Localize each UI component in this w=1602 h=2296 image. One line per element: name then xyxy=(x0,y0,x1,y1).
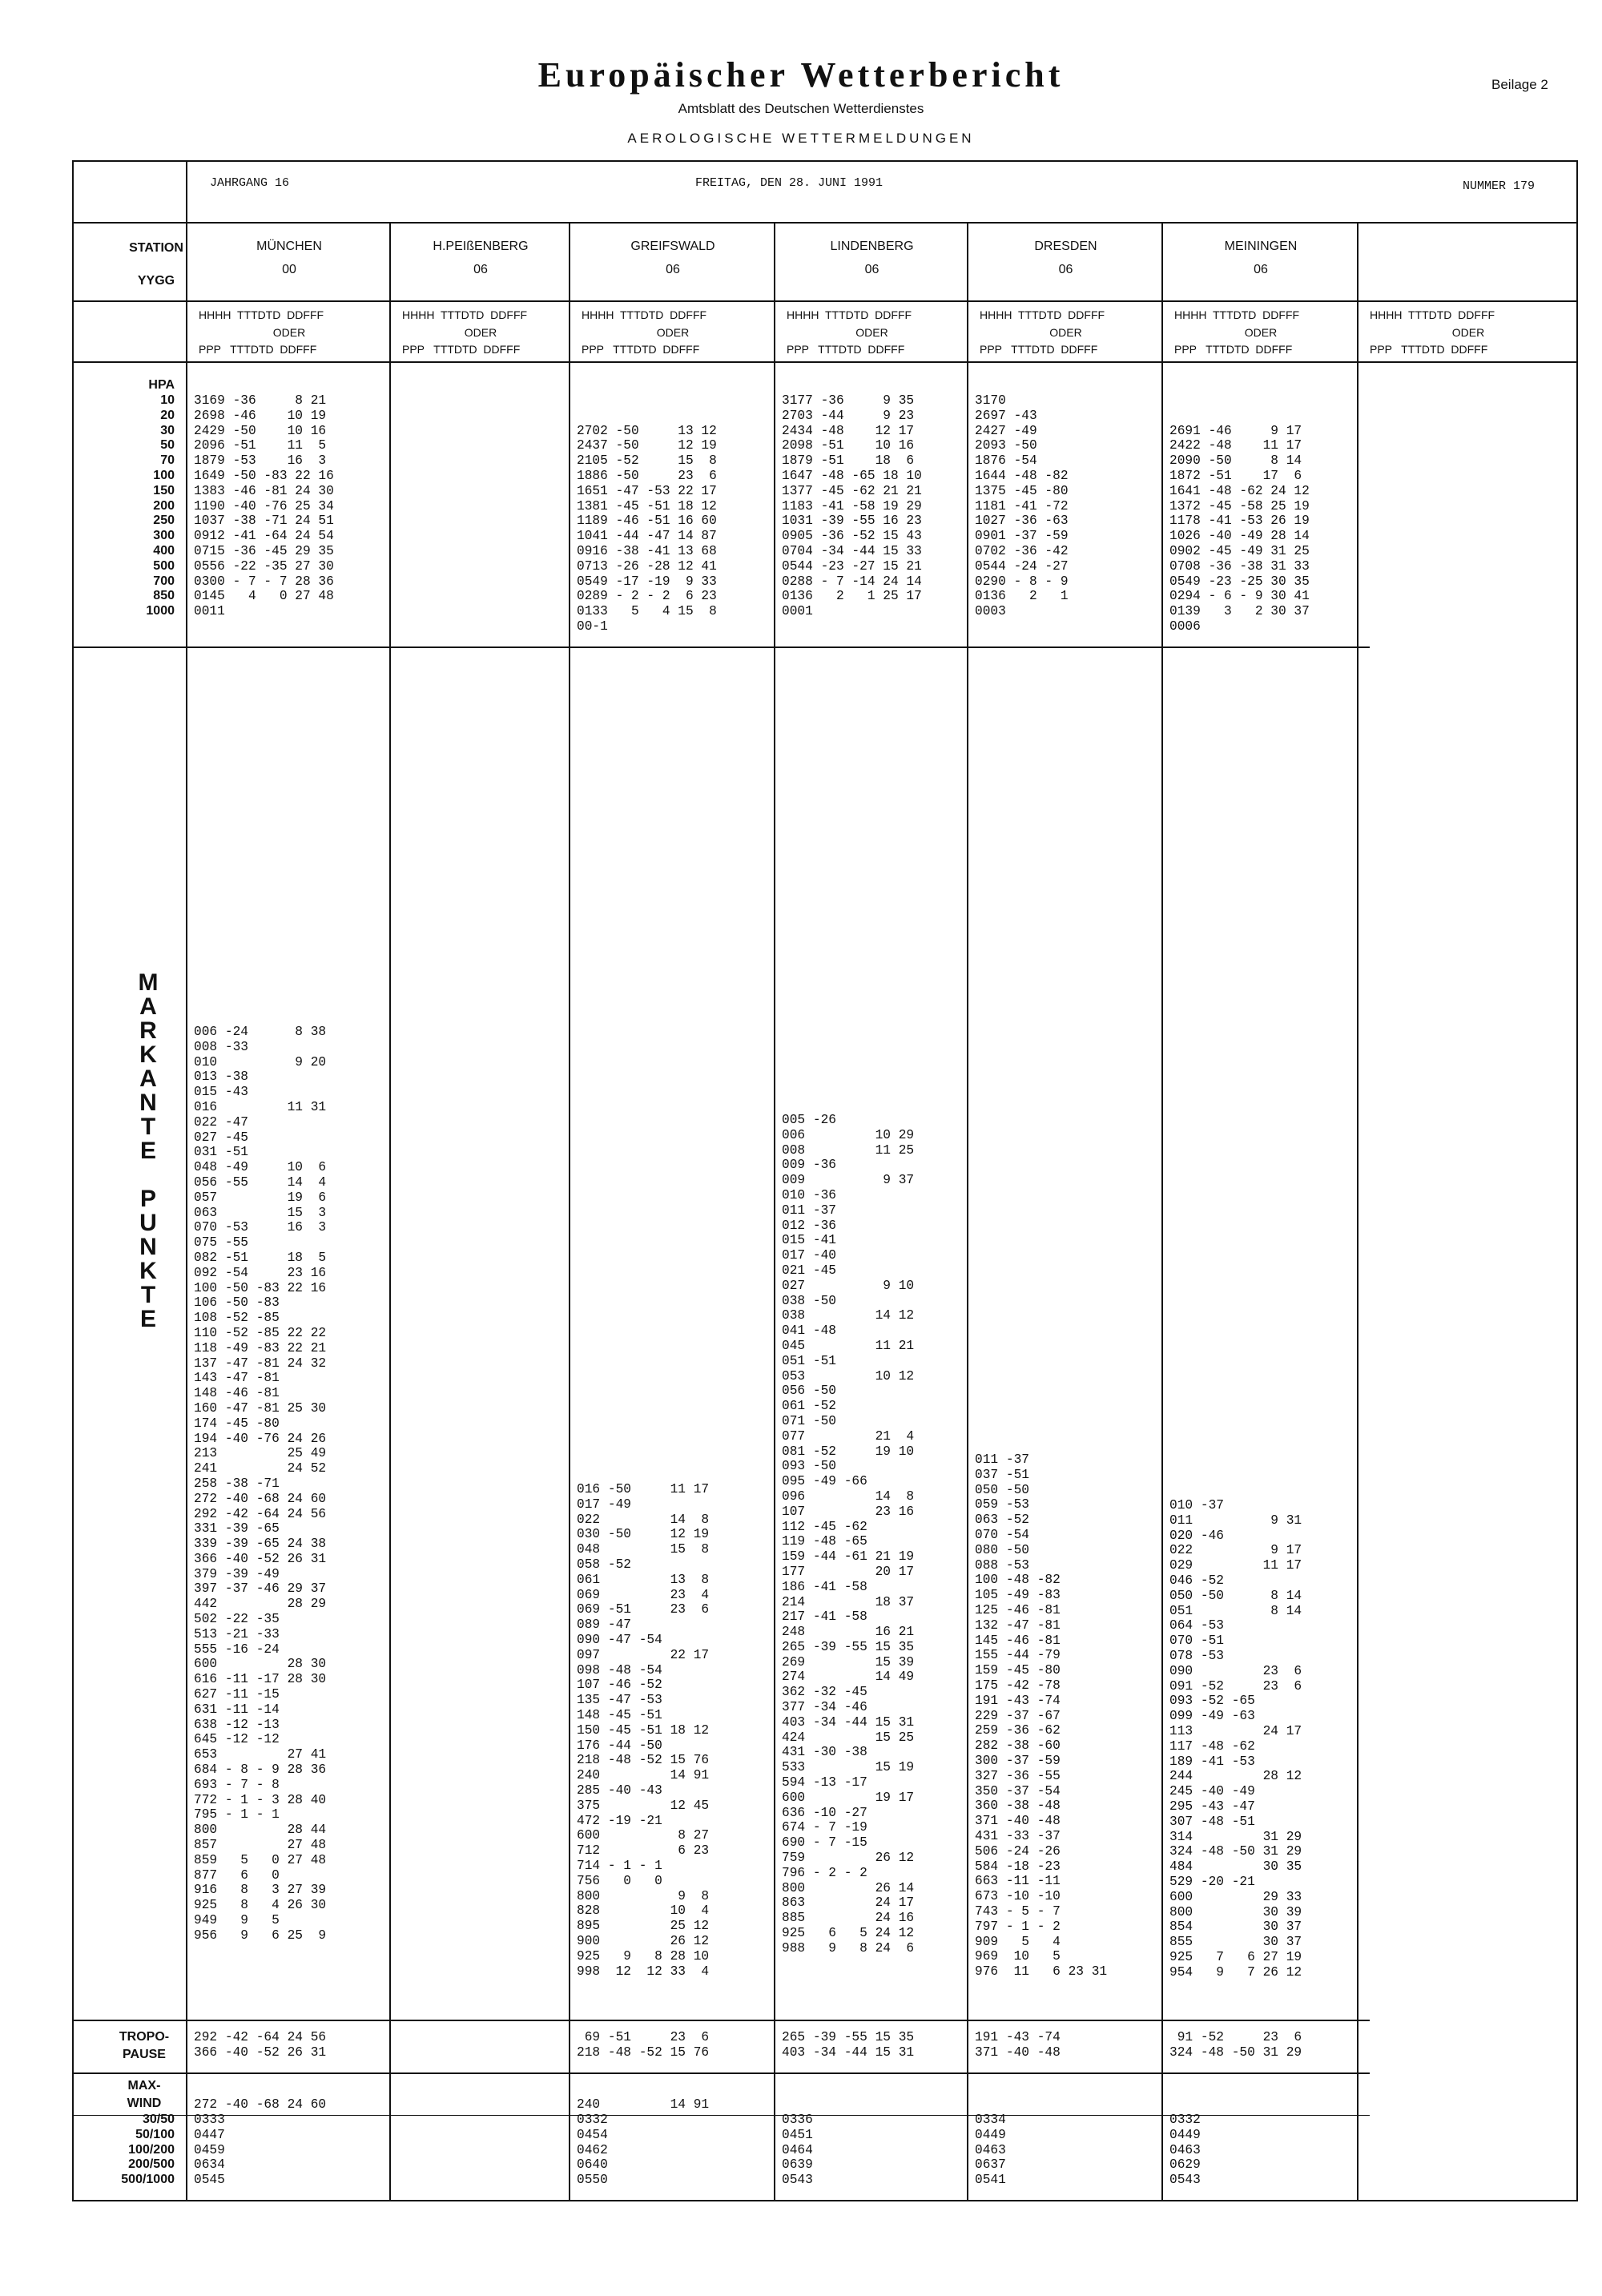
station-name: DRESDEN xyxy=(1034,240,1097,253)
pressure-level: 300 xyxy=(153,529,175,543)
pressure-level: 200 xyxy=(153,498,175,513)
supplement-label: Beilage 2 xyxy=(1491,77,1548,92)
row-divider-tropo xyxy=(72,2072,1370,2074)
standard-level-data: 3169 -36 8 21 2698 -46 10 19 2429 -50 10 16 2096 -51 11 5 1879 -53 16 3 1649 -50 -83 22 16 1383 -46 -81 24 30 1190 -40 -76 25 34 1037 -38 -71 24 51 0912 -41 -64 24 54 0715 -36 -45 29 35 0556 -22 -35 27 30 0300 - 7 - 7 28 36 0145 4 0 27 48 0011 xyxy=(194,393,334,619)
column-header-ppp: PPP TTTDTD DDFFF xyxy=(787,343,905,356)
markante-letter: M xyxy=(138,969,159,996)
station-time: 06 xyxy=(473,263,488,276)
tropopause-data: 91 -52 23 6 324 -48 -50 31 29 xyxy=(1169,2030,1302,2060)
row-divider-colhead xyxy=(72,361,1578,363)
markante-letter: A xyxy=(139,1065,157,1092)
column-header-ppp: PPP TTTDTD DDFFF xyxy=(199,343,317,356)
markante-letter: A xyxy=(139,993,157,1020)
markante-letter: U xyxy=(139,1210,157,1236)
station-time: 00 xyxy=(282,263,296,276)
layer-thickness-data: 0332 0454 0462 0640 0550 xyxy=(577,2113,608,2188)
layer-thickness-data: 0334 0449 0463 0637 0541 xyxy=(975,2113,1006,2188)
publication-subtitle: Amtsblatt des Deutschen Wetterdienstes xyxy=(678,101,924,116)
col-divider-4 xyxy=(967,222,968,2201)
column-header: HHHH TTTDTD DDFFF xyxy=(402,308,528,321)
markante-punkte-label xyxy=(120,971,176,1331)
column-header-ppp: PPP TTTDTD DDFFF xyxy=(1174,343,1293,356)
significant-points-data: 005 -26 006 10 29 008 11 25 009 -36 009 9 37 010 -36 011 -37 012 -36 015 -41 017 -40 021 -45 027 9 10 038 -50 038 14 12 041 -48 045 11 21 051 -51 053 10 12 056 -50 061 -52 071 -50 077 21 4 081 -52 19 10 093 -50 095 -49 -66 096 14 8 107 23 16 112 -45 -62 119 -48 -65 159 -44 -61 21 19 177 20 17 186 -41 -58 214 18 37 217 -41 -58 248 16 21 265 -39 -55 15 35 269 15 39 274 14 49 362 -32 -45 377 -34 -46 403 -34 -44 15 31 424 15 25 431 -30 -38 533 15 19 594 -13 -17 600 19 17 636 -10 -27 674 - 7 -19 690 - 7 -15 759 26 12 796 - 2 - 2 800 26 14 863 24 17 885 24 16 925 6 5 24 12 988 9 8 24 6 xyxy=(782,1113,915,1956)
station-time: 06 xyxy=(1058,263,1073,276)
pressure-level: 400 xyxy=(153,543,175,558)
layer-label: 50/100 xyxy=(135,2127,175,2141)
layer-thickness-data: 0332 0449 0463 0629 0543 xyxy=(1169,2113,1201,2188)
pressure-level: 20 xyxy=(160,408,175,422)
markante-letter: P xyxy=(139,1186,156,1212)
significant-points-data: 011 -37 037 -51 050 -50 059 -53 063 -52 070 -54 080 -50 088 -53 100 -48 -82 105 -49 -83 125 -46 -81 132 -47 -81 145 -46 -81 155 -44 -79 159 -45 -80 175 -42 -78 191 -43 -74 229 -37 -67 259 -36 -62 282 -38 -60 300 -37 -59 327 -36 -55 350 -37 -54 360 -38 -48 371 -40 -48 431 -33 -37 506 -24 -26 584 -18 -23 663 -11 -11 673 -10 -10 743 - 5 - 7 797 - 1 - 2 909 5 4 969 10 5 976 11 6 23 31 xyxy=(975,1452,1108,1980)
station-name: MEININGEN xyxy=(1224,240,1298,253)
pressure-level: 250 xyxy=(153,514,175,528)
column-header-oder: ODER xyxy=(464,326,497,339)
markante-letter: K xyxy=(139,1041,157,1068)
column-header-oder: ODER xyxy=(1244,326,1278,339)
column-header: HHHH TTTDTD DDFFF xyxy=(980,308,1105,321)
pressure-level: 150 xyxy=(153,483,175,497)
section-title: AEROLOGISCHE WETTERMELDUNGEN xyxy=(627,131,975,146)
pressure-level: 70 xyxy=(160,453,175,468)
markante-letter: K xyxy=(139,1258,157,1284)
markante-letter: E xyxy=(139,1306,156,1332)
column-header: HHHH TTTDTD DDFFF xyxy=(1174,308,1300,321)
station-label: STATION xyxy=(129,241,183,255)
tropopause-data: 69 -51 23 6 218 -48 -52 15 76 xyxy=(577,2030,710,2060)
layer-thickness-data: 0333 0447 0459 0634 0545 xyxy=(194,2113,225,2188)
pressure-level: 10 xyxy=(160,393,175,407)
col-divider-6 xyxy=(1357,222,1358,2201)
standard-level-data: 3177 -36 9 35 2703 -44 9 23 2434 -48 12 17 2098 -51 10 16 1879 -51 18 6 1647 -48 -65 18 10 1377 -45 -62 21 21 1183 -41 -58 19 29 1031 -39 -55 16 23 0905 -36 -52 15 43 0704 -34 -44 15 33 0544 -23 -27 15 21 0288 - 7 -14 24 14 0136 2 1 25 17 0001 xyxy=(782,393,922,619)
column-header-oder: ODER xyxy=(855,326,888,339)
column-header-oder: ODER xyxy=(272,326,306,339)
station-name: H.PEIßENBERG xyxy=(433,240,529,253)
tropopause-data: 292 -42 -64 24 56 366 -40 -52 26 31 xyxy=(194,2030,327,2060)
col-divider-3 xyxy=(774,222,775,2201)
column-header-ppp: PPP TTTDTD DDFFF xyxy=(980,343,1098,356)
station-time: 06 xyxy=(666,263,680,276)
column-header-ppp: PPP TTTDTD DDFFF xyxy=(402,343,521,356)
markante-letter: R xyxy=(139,1017,157,1044)
markante-letter: T xyxy=(140,1282,156,1308)
row-divider-issue xyxy=(72,222,1578,224)
markante-letter: T xyxy=(140,1114,156,1140)
column-header-oder: ODER xyxy=(1049,326,1082,339)
standard-level-data: 2691 -46 9 17 2422 -48 11 17 2090 -50 8 14 1872 -51 17 6 1641 -48 -62 24 12 1372 -45 -58 25 19 1178 -41 -53 26 19 1026 -40 -49 28 14 0902 -45 -49 31 25 0708 -36 -38 31 33 0549 -23 -25 30 35 0294 - 6 - 9 30 41 0139 3 2 30 37 0006 xyxy=(1169,423,1310,634)
maxwind-data: 240 14 91 xyxy=(577,2097,710,2112)
yygg-label: YYGG xyxy=(137,274,175,288)
column-header-oder: ODER xyxy=(1451,326,1485,339)
markante-letter: E xyxy=(139,1138,156,1164)
station-name: GREIFSWALD xyxy=(630,240,715,253)
markante-letter xyxy=(120,1163,176,1187)
pressure-level: 50 xyxy=(160,438,175,453)
significant-points-data: 006 -24 8 38 008 -33 010 9 20 013 -38 015 -43 016 11 31 022 -47 027 -45 031 -51 048 -49 10 6 056 -55 14 4 057 19 6 063 15 3 070 -53 16 3 075 -55 082 -51 18 5 092 -54 23 16 100 -50 -83 22 16 106 -50 -83 108 -52 -85 110 -52 -85 22 22 118 -49 -83 22 21 137 -47 -81 24 32 143 -47 -81 148 -46 -81 160 -47 -81 25 30 174 -45 -80 194 -40 -76 24 26 213 25 49 241 24 52 258 -38 -71 272 -40 -68 24 60 292 -42 -64 24 56 331 -39 -65 339 -39 -65 24 38 366 -40 -52 26 31 379 -39 -49 397 -37 -46 29 37 442 28 29 502 -22 -35 513 -21 -33 555 -16 -24 600 28 30 616 -11 -17 28 30 627 -11 -15 631 -11 -14 638 -12 -13 645 -12 -12 653 27 41 684 - 8 - 9 28 36 693 - 7 - 8 772 - 1 - 3 28 40 795 - 1 - 1 800 28 44 857 27 48 859 5 0 27 48 877 6 0 916 8 3 27 39 925 8 4 26 30 949 9 5 956 9 6 25 9 xyxy=(194,1025,327,1943)
pressure-level: 30 xyxy=(160,423,175,437)
standard-level-data: 3170 2697 -43 2427 -49 2093 -50 1876 -54 1644 -48 -82 1375 -45 -80 1181 -41 -72 1027 -36 -63 0901 -37 -59 0702 -36 -42 0544 -24 -27 0290 - 8 - 9 0136 2 1 0003 xyxy=(975,393,1069,619)
row-divider-markante xyxy=(72,2020,1370,2021)
tropopause-label: TROPO- PAUSE xyxy=(119,2030,170,2061)
col-divider-5 xyxy=(1161,222,1163,2201)
issue-date: FREITAG, DEN 28. JUNI 1991 xyxy=(695,176,884,190)
layer-label: 200/500 xyxy=(128,2157,175,2172)
column-header: HHHH TTTDTD DDFFF xyxy=(1370,308,1495,321)
col-divider-2 xyxy=(569,222,570,2201)
column-header: HHHH TTTDTD DDFFF xyxy=(787,308,912,321)
pressure-level: 850 xyxy=(153,589,175,603)
col-divider-label xyxy=(186,222,187,2201)
tropopause-data: 265 -39 -55 15 35 403 -34 -44 15 31 xyxy=(782,2030,915,2060)
pressure-level: 500 xyxy=(153,558,175,573)
column-header-ppp: PPP TTTDTD DDFFF xyxy=(582,343,700,356)
col-divider-1 xyxy=(389,222,391,2201)
publication-title: Europäischer Wetterbericht xyxy=(537,55,1065,95)
markante-letter: N xyxy=(139,1090,157,1116)
maxwind-label: MAX- WIND xyxy=(127,2079,162,2110)
layer-label: 100/200 xyxy=(128,2142,175,2157)
pressure-level: 100 xyxy=(153,468,175,482)
col-divider-issue xyxy=(186,160,187,222)
station-time: 06 xyxy=(864,263,879,276)
tropopause-data: 191 -43 -74 371 -40 -48 xyxy=(975,2030,1061,2060)
markante-letter: N xyxy=(139,1234,157,1260)
volume-label: JAHRGANG 16 xyxy=(210,176,290,190)
significant-points-data: 016 -50 11 17 017 -49 022 14 8 030 -50 12 19 048 15 8 058 -52 061 13 8 069 23 4 069 -51 23 6 089 -47 090 -47 -54 097 22 17 098 -48 -54 107 -46 -52 135 -47 -53 148 -45 -51 150 -45 -51 18 12 176 -44 -50 218 -48 -52 15 76 240 14 91 285 -40 -43 375 12 45 472 -19 -21 600 8 27 712 6 23 714 - 1 - 1 756 0 0 800 9 8 828 10 4 895 25 12 900 26 12 925 9 8 28 10 998 12 12 33 4 xyxy=(577,1482,710,1979)
standard-level-data: 2702 -50 13 12 2437 -50 12 19 2105 -52 15 8 1886 -50 23 6 1651 -47 -53 22 17 1381 -45 -51 18 12 1189 -46 -51 16 60 1041 -44 -47 14 87 0916 -38 -41 13 68 0713 -26 -28 12 41 0549 -17 -19 9 33 0289 - 2 - 2 6 23 0133 5 4 15 8 00-1 xyxy=(577,423,717,634)
row-divider-station xyxy=(72,300,1578,302)
row-divider-standard xyxy=(72,647,1370,648)
pressure-level: 1000 xyxy=(146,604,175,618)
significant-points-data: 010 -37 011 9 31 020 -46 022 9 17 029 11 17 046 -52 050 -50 8 14 051 8 14 064 -53 070 -51 078 -53 090 23 6 091 -52 23 6 093 -52 -65 099 -49 -63 113 24 17 117 -48 -62 189 -41 -53 244 28 12 245 -40 -49 295 -43 -47 307 -48 -51 314 31 29 324 -48 -50 31 29 484 30 35 529 -20 -21 600 29 33 800 30 39 854 30 37 855 30 37 925 7 6 27 19 954 9 7 26 12 xyxy=(1169,1498,1302,1980)
layer-thickness-data: 0336 0451 0464 0639 0543 xyxy=(782,2113,813,2188)
maxwind-data: 272 -40 -68 24 60 xyxy=(194,2097,327,2112)
pressure-levels xyxy=(70,393,175,619)
layer-thickness-labels xyxy=(70,2113,175,2188)
hpa-label: HPA xyxy=(148,378,175,392)
layer-label: 30/50 xyxy=(142,2113,175,2126)
layer-label: 500/1000 xyxy=(121,2173,175,2187)
column-header-oder: ODER xyxy=(656,326,690,339)
issue-number: NUMMER 179 xyxy=(1463,179,1536,193)
station-time: 06 xyxy=(1254,263,1268,276)
station-name: LINDENBERG xyxy=(830,240,914,253)
column-header-ppp: PPP TTTDTD DDFFF xyxy=(1370,343,1488,356)
pressure-level: 700 xyxy=(153,574,175,588)
station-name: MÜNCHEN xyxy=(256,240,322,253)
column-header: HHHH TTTDTD DDFFF xyxy=(199,308,324,321)
column-header: HHHH TTTDTD DDFFF xyxy=(582,308,707,321)
